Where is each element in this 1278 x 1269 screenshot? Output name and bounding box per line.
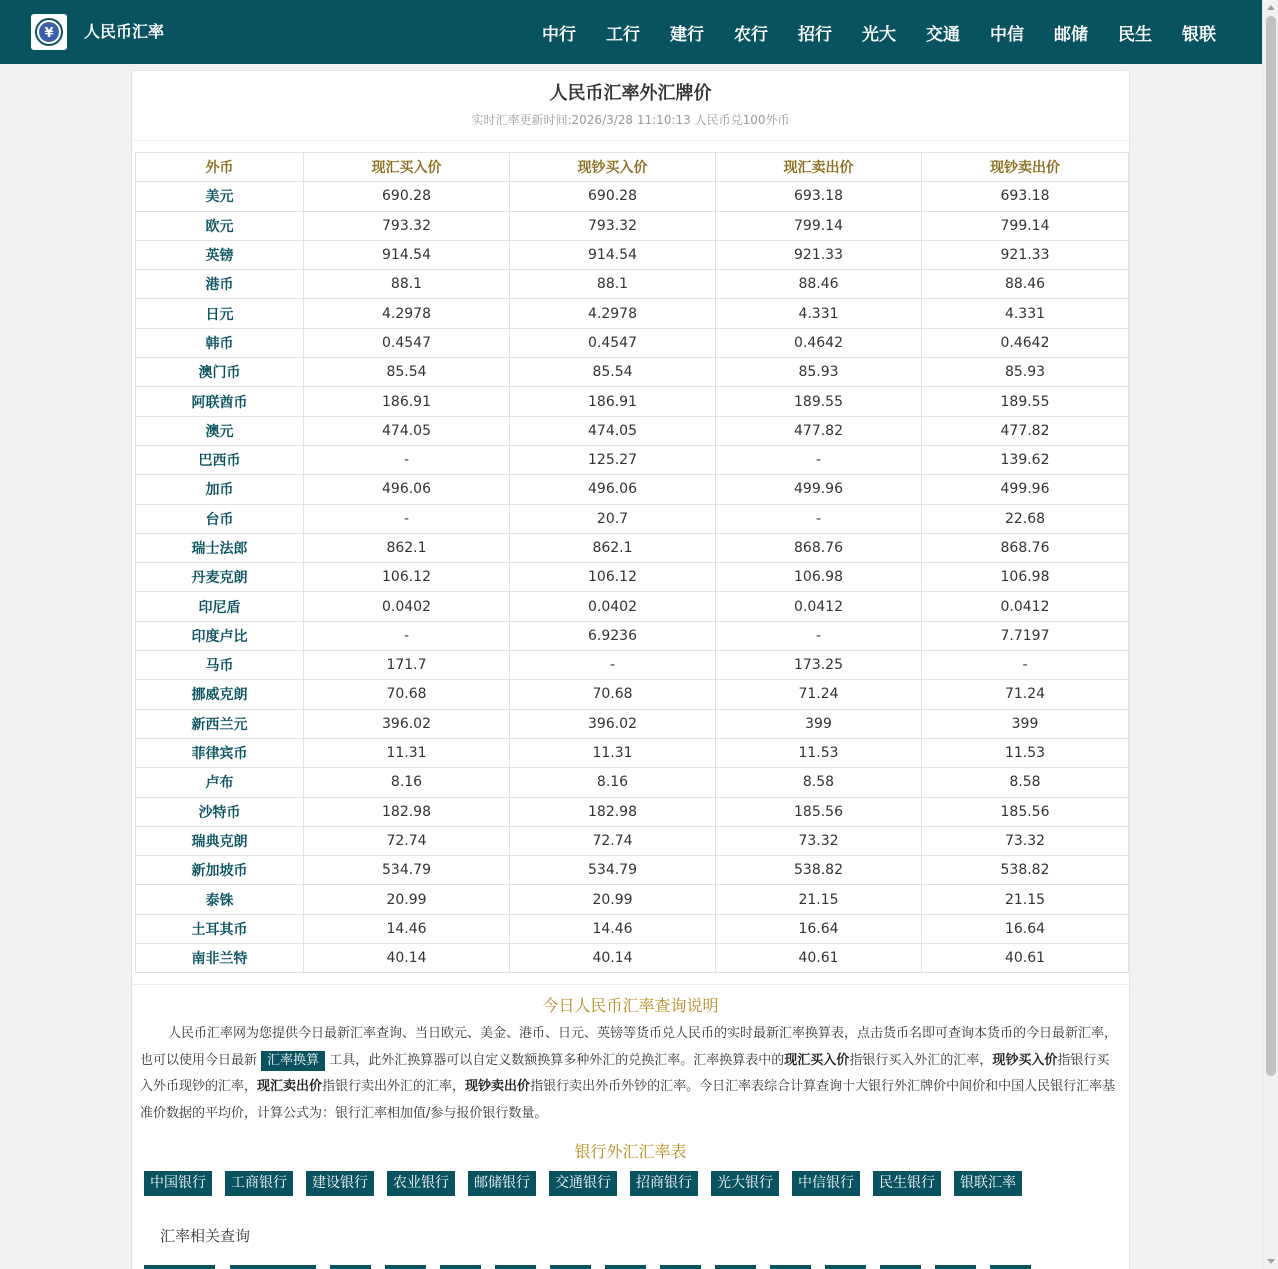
- currency-link[interactable]: 印度卢比: [136, 621, 304, 650]
- rate-cell: 0.0402: [304, 592, 510, 621]
- rate-cell: 85.93: [922, 358, 1129, 387]
- update-time: 实时汇率更新时间:2026/3/28 11:10:13 人民币兑100外币: [471, 113, 790, 127]
- column-header: 现汇卖出价: [716, 153, 922, 182]
- column-header: 现钞买入价: [510, 153, 716, 182]
- rate-cell: 173.25: [716, 651, 922, 680]
- page-title: 人民币汇率外汇牌价: [549, 83, 712, 104]
- rate-cell: 690.28: [510, 182, 716, 211]
- rate-cell: 0.4547: [510, 328, 716, 357]
- rate-cell: 88.46: [922, 270, 1129, 299]
- rate-cell: 70.68: [510, 680, 716, 709]
- table-row: [136, 651, 1129, 680]
- rate-cell: 693.18: [922, 182, 1129, 211]
- desc-text-3: 指银行买入外汇的汇率，: [849, 1052, 993, 1068]
- description-text: [140, 1021, 1120, 1127]
- rate-cell: 8.58: [922, 768, 1129, 797]
- rate-cell: 399: [922, 709, 1129, 738]
- rate-cell: -: [716, 621, 922, 650]
- table-row: [136, 387, 1129, 416]
- bank-link[interactable]: 民生银行: [873, 1171, 941, 1196]
- site-logo[interactable]: [31, 14, 67, 50]
- rate-cell: 189.55: [716, 387, 922, 416]
- rate-cell: 0.0402: [510, 592, 716, 621]
- rate-cell: 4.2978: [304, 299, 510, 328]
- rate-cell: 20.7: [510, 504, 716, 533]
- content-card: [131, 70, 1130, 1269]
- currency-link[interactable]: 瑞士法郎: [136, 533, 304, 562]
- related-links-strip: [144, 1265, 1044, 1269]
- rate-cell: 868.76: [922, 533, 1129, 562]
- currency-link[interactable]: 马币: [136, 651, 304, 680]
- currency-link[interactable]: 新加坡币: [136, 856, 304, 885]
- table-row: [136, 445, 1129, 474]
- nav-item-5[interactable]: 光大: [862, 24, 896, 45]
- bank-link[interactable]: 工商银行: [225, 1171, 293, 1196]
- table-row: [136, 240, 1129, 269]
- rate-cell: -: [304, 445, 510, 474]
- table-row: [136, 563, 1129, 592]
- site-title[interactable]: 人民币汇率: [84, 22, 165, 41]
- divider: [132, 984, 1129, 985]
- rate-cell: 85.93: [716, 358, 922, 387]
- rate-cell: 474.05: [304, 416, 510, 445]
- currency-link[interactable]: 加币: [136, 475, 304, 504]
- currency-link[interactable]: 日元: [136, 299, 304, 328]
- rate-cell: 16.64: [922, 914, 1129, 943]
- svg-text:¥: ¥: [44, 26, 54, 41]
- rate-cell: 85.54: [304, 358, 510, 387]
- currency-link[interactable]: 土耳其币: [136, 914, 304, 943]
- nav-item-0[interactable]: 中行: [542, 24, 576, 45]
- rate-cell: 189.55: [922, 387, 1129, 416]
- nav-item-7[interactable]: 中信: [990, 24, 1024, 45]
- table-row: [136, 416, 1129, 445]
- description-title: 今日人民币汇率查询说明: [542, 996, 719, 1015]
- nav-item-2[interactable]: 建行: [670, 24, 704, 45]
- table-header-row: [136, 153, 1129, 182]
- rate-cell: 862.1: [304, 533, 510, 562]
- currency-link[interactable]: 沙特币: [136, 797, 304, 826]
- rate-cell: 534.79: [510, 856, 716, 885]
- rate-cell: 0.4547: [304, 328, 510, 357]
- rate-cell: 185.56: [716, 797, 922, 826]
- scroll-up-icon[interactable]: [1267, 5, 1275, 10]
- rate-cell: 0.0412: [716, 592, 922, 621]
- nav-item-6[interactable]: 交通: [926, 24, 960, 45]
- rate-cell: 182.98: [510, 797, 716, 826]
- rate-cell: 477.82: [716, 416, 922, 445]
- related-link[interactable]: [550, 1265, 591, 1269]
- table-row: [136, 299, 1129, 328]
- rate-cell: 11.53: [716, 738, 922, 767]
- bank-links: [144, 1171, 1035, 1196]
- rate-cell: 73.32: [922, 826, 1129, 855]
- table-row: [136, 182, 1129, 211]
- scroll-down-icon[interactable]: [1267, 1259, 1275, 1264]
- related-link[interactable]: [990, 1265, 1031, 1269]
- rate-cell: 534.79: [304, 856, 510, 885]
- term-spot-buy: 现汇买入价: [784, 1052, 850, 1068]
- currency-link[interactable]: 澳元: [136, 416, 304, 445]
- bank-link[interactable]: 招商银行: [630, 1171, 698, 1196]
- rate-cell: 71.24: [922, 680, 1129, 709]
- currency-link[interactable]: 台币: [136, 504, 304, 533]
- rate-cell: 690.28: [304, 182, 510, 211]
- rate-cell: 793.32: [304, 211, 510, 240]
- table-row: [136, 826, 1129, 855]
- related-link[interactable]: [715, 1265, 756, 1269]
- currency-link[interactable]: 巴西币: [136, 445, 304, 474]
- rate-cell: -: [304, 504, 510, 533]
- table-row: [136, 914, 1129, 943]
- table-row: [136, 621, 1129, 650]
- rate-cell: 921.33: [922, 240, 1129, 269]
- rate-cell: 914.54: [304, 240, 510, 269]
- related-link[interactable]: [385, 1265, 426, 1269]
- table-row: [136, 358, 1129, 387]
- column-header: 外币: [136, 153, 304, 182]
- related-link[interactable]: [440, 1265, 481, 1269]
- rate-cell: -: [510, 651, 716, 680]
- rate-cell: -: [716, 445, 922, 474]
- table-row: [136, 592, 1129, 621]
- rate-cell: 693.18: [716, 182, 922, 211]
- rate-cell: 88.1: [510, 270, 716, 299]
- currency-link[interactable]: 英镑: [136, 240, 304, 269]
- rate-cell: 4.331: [716, 299, 922, 328]
- rate-cell: 106.98: [922, 563, 1129, 592]
- rate-cell: -: [716, 504, 922, 533]
- bank-link[interactable]: 光大银行: [711, 1171, 779, 1196]
- rate-cell: 40.14: [510, 944, 716, 973]
- nav-item-8[interactable]: 邮储: [1054, 24, 1088, 45]
- rate-cell: 21.15: [716, 885, 922, 914]
- rate-cell: 868.76: [716, 533, 922, 562]
- related-link[interactable]: [605, 1265, 646, 1269]
- rate-cell: 8.16: [510, 768, 716, 797]
- rate-cell: 186.91: [510, 387, 716, 416]
- rate-cell: 139.62: [922, 445, 1129, 474]
- rate-cell: 125.27: [510, 445, 716, 474]
- related-link[interactable]: [495, 1265, 536, 1269]
- scrollbar[interactable]: [1262, 0, 1278, 1269]
- rate-cell: 40.61: [922, 944, 1129, 973]
- rate-cell: 40.14: [304, 944, 510, 973]
- bank-link[interactable]: 交通银行: [549, 1171, 617, 1196]
- divider: [132, 140, 1129, 141]
- rate-cell: 4.2978: [510, 299, 716, 328]
- rate-cell: 0.4642: [922, 328, 1129, 357]
- rate-cell: 171.7: [304, 651, 510, 680]
- rate-cell: 793.32: [510, 211, 716, 240]
- rate-cell: 21.15: [922, 885, 1129, 914]
- table-row: [136, 856, 1129, 885]
- rate-cell: 14.46: [304, 914, 510, 943]
- rate-cell: -: [304, 621, 510, 650]
- rate-cell: 11.31: [304, 738, 510, 767]
- bank-rates-title: 银行外汇汇率表: [574, 1142, 687, 1161]
- currency-link[interactable]: 阿联酋币: [136, 387, 304, 416]
- currency-link[interactable]: 澳门币: [136, 358, 304, 387]
- related-link[interactable]: [660, 1265, 701, 1269]
- table-row: [136, 211, 1129, 240]
- top-navbar: [0, 0, 1262, 64]
- table-row: [136, 797, 1129, 826]
- rate-cell: 477.82: [922, 416, 1129, 445]
- currency-link[interactable]: 南非兰特: [136, 944, 304, 973]
- nav-item-4[interactable]: 招行: [798, 24, 832, 45]
- term-spot-sell: 现汇卖出价: [257, 1079, 323, 1094]
- nav-item-9[interactable]: 民生: [1118, 24, 1152, 45]
- rate-cell: 11.31: [510, 738, 716, 767]
- currency-link[interactable]: 挪威克朗: [136, 680, 304, 709]
- rate-cell: 799.14: [716, 211, 922, 240]
- table-row: [136, 475, 1129, 504]
- rate-cell: 499.96: [922, 475, 1129, 504]
- rate-cell: 72.74: [304, 826, 510, 855]
- nav-item-10[interactable]: 银联: [1182, 24, 1216, 45]
- related-link[interactable]: [825, 1265, 866, 1269]
- desc-text-1: 人民币汇率网为您提供今日最新汇率查询、当日欧元、美金、港币、日元、英镑等货币兑人民币的实时最新汇率换算表，点击货币名即可查询本货币的今日最新汇率，也可以使用今日最新: [140, 1026, 1118, 1068]
- rate-cell: 88.46: [716, 270, 922, 299]
- bank-link[interactable]: 邮储银行: [468, 1171, 536, 1196]
- currency-link[interactable]: 瑞典克朗: [136, 826, 304, 855]
- rate-cell: 0.4642: [716, 328, 922, 357]
- currency-link[interactable]: 菲律宾币: [136, 738, 304, 767]
- rate-cell: 186.91: [304, 387, 510, 416]
- table-row: [136, 738, 1129, 767]
- rate-cell: 396.02: [304, 709, 510, 738]
- nav-item-1[interactable]: 工行: [606, 24, 640, 45]
- table-row: [136, 504, 1129, 533]
- rate-cell: 799.14: [922, 211, 1129, 240]
- rate-cell: 862.1: [510, 533, 716, 562]
- related-title: 汇率相关查询: [160, 1227, 251, 1245]
- rate-cell: 496.06: [510, 475, 716, 504]
- rate-cell: 88.1: [304, 270, 510, 299]
- currency-link[interactable]: 新西兰元: [136, 709, 304, 738]
- bank-link[interactable]: 银联汇率: [954, 1171, 1022, 1196]
- rate-cell: 106.12: [304, 563, 510, 592]
- rate-cell: 72.74: [510, 826, 716, 855]
- rate-cell: 106.12: [510, 563, 716, 592]
- rate-cell: 7.7197: [922, 621, 1129, 650]
- related-link[interactable]: [770, 1265, 811, 1269]
- rate-cell: 182.98: [304, 797, 510, 826]
- bank-link[interactable]: 中信银行: [792, 1171, 860, 1196]
- rate-cell: 538.82: [922, 856, 1129, 885]
- rate-cell: 20.99: [304, 885, 510, 914]
- term-cash-buy: 现钞买入价: [992, 1052, 1058, 1068]
- rate-cell: 399: [716, 709, 922, 738]
- desc-text-2: 工具，此外汇换算器可以自定义数额换算多种外汇的兑换汇率。汇率换算表中的: [325, 1052, 785, 1068]
- rate-cell: 8.58: [716, 768, 922, 797]
- rate-cell: 20.99: [510, 885, 716, 914]
- column-header: 现钞卖出价: [922, 153, 1129, 182]
- bank-link[interactable]: 农业银行: [387, 1171, 455, 1196]
- desc-text-4: 指银行买入外币现钞的汇率，: [140, 1052, 1110, 1094]
- bank-link[interactable]: 中国银行: [144, 1171, 212, 1196]
- rate-cell: 14.46: [510, 914, 716, 943]
- related-link[interactable]: [144, 1265, 215, 1269]
- table-row: [136, 328, 1129, 357]
- rate-cell: 8.16: [304, 768, 510, 797]
- rate-cell: 474.05: [510, 416, 716, 445]
- rate-cell: 4.331: [922, 299, 1129, 328]
- currency-link[interactable]: 港币: [136, 270, 304, 299]
- rate-cell: 11.53: [922, 738, 1129, 767]
- rate-cell: 914.54: [510, 240, 716, 269]
- rate-cell: 0.0412: [922, 592, 1129, 621]
- currency-link[interactable]: 丹麦克朗: [136, 563, 304, 592]
- rate-cell: 6.9236: [510, 621, 716, 650]
- currency-link[interactable]: 卢布: [136, 768, 304, 797]
- related-link[interactable]: [880, 1265, 921, 1269]
- table-row: [136, 709, 1129, 738]
- table-row: [136, 885, 1129, 914]
- rate-cell: 106.98: [716, 563, 922, 592]
- currency-link[interactable]: 印尼盾: [136, 592, 304, 621]
- table-row: [136, 533, 1129, 562]
- currency-link[interactable]: 欧元: [136, 211, 304, 240]
- table-row: [136, 768, 1129, 797]
- rate-cell: 22.68: [922, 504, 1129, 533]
- rate-cell: 185.56: [922, 797, 1129, 826]
- rate-cell: 16.64: [716, 914, 922, 943]
- table-row: [136, 944, 1129, 973]
- desc-text-5: 指银行卖出外汇的汇率，: [322, 1079, 466, 1094]
- rate-cell: 496.06: [304, 475, 510, 504]
- rate-cell: 70.68: [304, 680, 510, 709]
- term-cash-sell: 现钞卖出价: [465, 1079, 531, 1094]
- desc-text-6: 指银行卖出外币外钞的汇率。今日汇率表综合计算查询十大银行外汇牌价中间价和中国人民银行汇率基准价数据的平均价，计算公式为：银行汇率相加值/参与报价银行数量。: [140, 1079, 1116, 1121]
- rate-cell: 396.02: [510, 709, 716, 738]
- related-link[interactable]: [330, 1265, 371, 1269]
- bank-link[interactable]: 建设银行: [306, 1171, 374, 1196]
- currency-link[interactable]: 美元: [136, 182, 304, 211]
- rates-table: [135, 152, 1129, 973]
- rate-cell: 40.61: [716, 944, 922, 973]
- related-link[interactable]: [935, 1265, 976, 1269]
- table-row: [136, 270, 1129, 299]
- nav-item-3[interactable]: 农行: [734, 24, 768, 45]
- rate-cell: 538.82: [716, 856, 922, 885]
- converter-link[interactable]: 汇率换算: [261, 1051, 325, 1071]
- related-link[interactable]: [230, 1265, 316, 1269]
- scroll-thumb[interactable]: [1266, 16, 1276, 1076]
- rate-cell: 71.24: [716, 680, 922, 709]
- rate-cell: 921.33: [716, 240, 922, 269]
- rate-cell: 85.54: [510, 358, 716, 387]
- table-row: [136, 680, 1129, 709]
- main-nav: [527, 0, 1231, 64]
- rate-cell: 73.32: [716, 826, 922, 855]
- rate-cell: -: [922, 651, 1129, 680]
- column-header: 现汇买入价: [304, 153, 510, 182]
- rate-cell: 499.96: [716, 475, 922, 504]
- currency-link[interactable]: 韩币: [136, 328, 304, 357]
- currency-link[interactable]: 泰铢: [136, 885, 304, 914]
- yuan-icon: [34, 17, 64, 47]
